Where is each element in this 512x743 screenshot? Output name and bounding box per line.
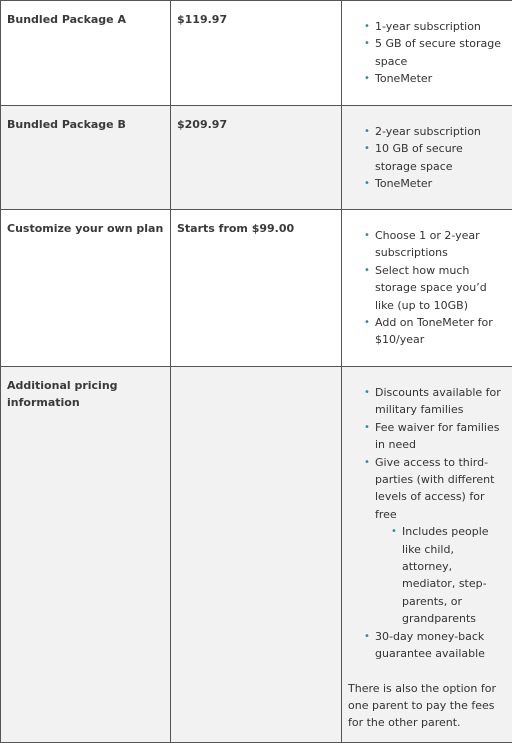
list-item-text: Give access to third-parties (with different levels of access) for free (375, 456, 494, 521)
sub-feature-list (375, 523, 506, 627)
list-item: • Choose 1 or 2-year subscriptions (375, 227, 506, 262)
list-item: • Includes people like child, attorney, mediator, step-parents, or grandparents (402, 523, 506, 627)
list-item: • ToneMeter (375, 70, 506, 87)
plan-features (342, 1, 512, 106)
plan-name: Bundled Package A (1, 1, 171, 106)
plan-price: $209.97 (171, 106, 342, 210)
plan-price (171, 367, 342, 743)
list-item: • 2-year subscription (375, 123, 506, 140)
table-row (1, 210, 512, 367)
list-item: • Discounts available for military families (375, 384, 506, 419)
plan-name: Additional pricing information (1, 367, 171, 743)
plan-features (342, 106, 512, 210)
list-item: • 30-day money-back guarantee available (375, 628, 506, 663)
plan-features (342, 367, 512, 743)
table-row (1, 367, 512, 743)
list-item: • 1-year subscription (375, 18, 506, 35)
plan-name: Customize your own plan (1, 210, 171, 367)
list-item: • Select how much storage space you’d like (up to 10GB) (375, 262, 506, 314)
list-item: • 10 GB of secure storage space (375, 140, 506, 175)
table-row (1, 1, 512, 106)
feature-list (348, 227, 506, 349)
plan-price: Starts from $99.00 (171, 210, 342, 367)
plan-features (342, 210, 512, 367)
list-item (375, 454, 506, 628)
list-item: • 5 GB of secure storage space (375, 35, 506, 70)
table-row (1, 106, 512, 210)
list-item: • Add on ToneMeter for $10/year (375, 314, 506, 349)
list-item: • ToneMeter (375, 175, 506, 192)
feature-list (348, 123, 506, 193)
feature-list (348, 18, 506, 88)
pricing-note: There is also the option for one parent to pay the fees for the other parent. (348, 680, 506, 732)
plan-price: $119.97 (171, 1, 342, 106)
list-item: • Fee waiver for families in need (375, 419, 506, 454)
plan-name: Bundled Package B (1, 106, 171, 210)
feature-list (348, 384, 506, 663)
